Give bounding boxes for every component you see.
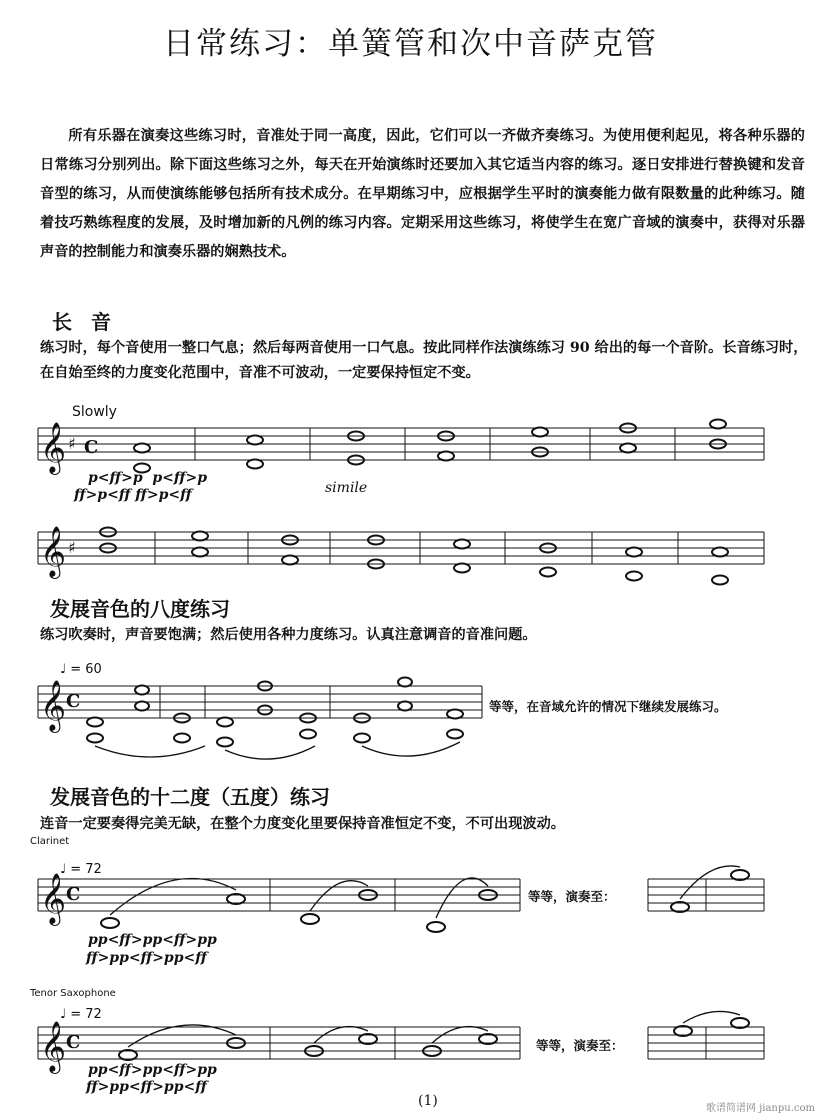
octave-continue-note: 等等，在音域允许的情况下继续发展练习。 (489, 699, 727, 714)
twelfth-heading: 发展音色的十二度（五度）练习 (50, 785, 330, 809)
treble-clef-icon: 𝄞 (40, 873, 67, 924)
twelfth-text: 连音一定要奏得完美无缺，在整个力度变化里要保持音准恒定不变，不可出现波动。 (40, 816, 565, 832)
page-title: 日常练习：单簧管和次中音萨克管 (163, 26, 658, 62)
clarinet-tempo: ♩ = 72 (60, 862, 102, 877)
long-tone-heading: 长 音 (52, 310, 117, 334)
long-tone-tempo: Slowly (72, 404, 117, 420)
clarinet-label: Clarinet (30, 836, 70, 847)
svg-text:C: C (66, 884, 81, 905)
staff-saxophone (38, 1027, 764, 1059)
staff-long-tone-2 (38, 532, 764, 564)
long-tone-dynamics-2: ff>p<ff ff>p<ff (74, 487, 192, 503)
clarinet-dynamics-1: pp<ff>pp<ff>pp (88, 932, 217, 948)
simile-marking: simile (325, 480, 368, 496)
treble-clef-icon: 𝄞 (40, 526, 67, 577)
octave-heading: 发展音色的八度练习 (50, 597, 230, 621)
saxophone-tempo: ♩ = 72 (60, 1007, 102, 1022)
svg-text:♯: ♯ (68, 538, 76, 557)
clarinet-dynamics-2: ff>pp<ff>pp<ff (86, 950, 207, 966)
octave-text: 练习吹奏时，声音要饱满；然后使用各种力度练习。认真注意调音的音准问题。 (40, 627, 537, 643)
saxophone-dynamics-2: ff>pp<ff>pp<ff (86, 1079, 207, 1095)
watermark: 歌谱简谱网 jianpu.com (705, 1103, 815, 1114)
svg-text:C: C (84, 437, 99, 458)
saxophone-label: Tenor Saxophone (30, 988, 116, 999)
svg-text:C: C (66, 691, 81, 712)
clarinet-continue-note: 等等，演奏至： (528, 889, 616, 904)
staff-clarinet (38, 879, 764, 911)
svg-text:♯: ♯ (68, 434, 76, 453)
page-number: (1) (418, 1093, 438, 1109)
long-tone-dynamics-1: p<ff>p p<ff>p (88, 470, 207, 486)
treble-clef-icon: 𝄞 (40, 680, 67, 731)
intro-paragraph: 所有乐器在演奏这些练习时，音准处于同一高度，因此，它们可以一齐做齐奏练习。为使用便利起见，将各种乐器的日常练习分别列出。除下面这些练习之外，每天在开始演练时还要加入其它适当内容的练习。逐日安排进行替换键和发音音型的练习，从而使演练能够包括所有技术成分。在早期练习中，应根据学生平时的演奏能力做有限数量的此种练习。随着技巧熟练程度的发展，及时增加新的凡例的练习内容。定期采用这些练习，将使学生在宽广音域的演奏中，获得对乐器声音的控制能力和演奏乐器的娴熟技术。 (40, 128, 805, 260)
treble-clef-icon: 𝄞 (40, 1021, 67, 1072)
saxophone-continue-note: 等等，演奏至： (536, 1038, 624, 1053)
saxophone-dynamics-1: pp<ff>pp<ff>pp (88, 1062, 217, 1078)
svg-text:C: C (66, 1032, 81, 1053)
treble-clef-icon: 𝄞 (40, 422, 67, 473)
long-tone-text: 练习时，每个音使用一整口气息；然后每两音使用一口气息。按此同样作法演练练习 90 给出的每一个音阶。长音练习时，在自始至终的力度变化范围中，音准不可波动，一定要保持恒定不变。 (40, 340, 808, 381)
octave-tempo: ♩ = 60 (60, 662, 102, 677)
